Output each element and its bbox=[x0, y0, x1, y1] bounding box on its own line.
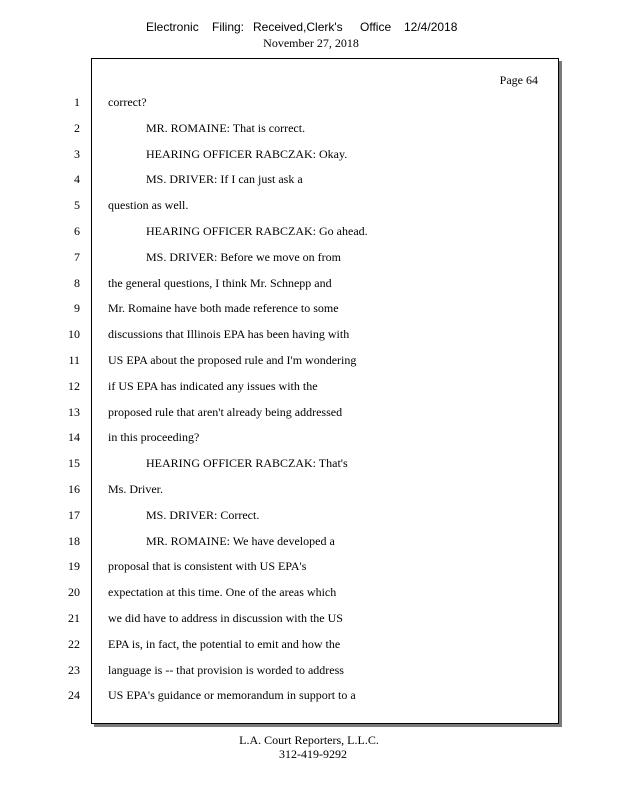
line-number: 14 bbox=[68, 430, 80, 445]
line-number: 23 bbox=[68, 662, 80, 677]
filing-stamp bbox=[0, 20, 618, 36]
line-number: 22 bbox=[68, 636, 80, 651]
line-number: 15 bbox=[68, 456, 80, 471]
line-text: discussions that Illinois EPA has been having with bbox=[108, 327, 350, 342]
line-text: EPA is, in fact, the potential to emit and how the bbox=[108, 636, 341, 651]
line-text: we did have to address in discussion with the US bbox=[108, 611, 343, 625]
line-number: 10 bbox=[68, 327, 80, 342]
line-text: MS. DRIVER: Correct. bbox=[146, 507, 260, 522]
footer-phone: 312-419-9292 bbox=[279, 747, 347, 761]
line-number: 24 bbox=[68, 688, 80, 703]
line-number: 21 bbox=[68, 611, 80, 625]
line-text: if US EPA has indicated any issues with the bbox=[108, 378, 318, 393]
transcript-date: November 27, 2018 bbox=[263, 36, 359, 50]
line-text: question as well. bbox=[108, 198, 189, 213]
line-number: 5 bbox=[74, 198, 80, 213]
line-number: 6 bbox=[74, 224, 80, 238]
line-number: 12 bbox=[68, 378, 80, 393]
line-text: language is -- that provision is worded to address bbox=[108, 662, 344, 677]
filing-word-date: 12/4/2018 bbox=[404, 20, 458, 34]
filing-word-electronic: Electronic bbox=[146, 20, 199, 34]
line-number: 17 bbox=[68, 507, 80, 522]
line-number: 7 bbox=[74, 249, 80, 264]
line-number: 2 bbox=[74, 120, 80, 135]
line-text: MR. ROMAINE: We have developed a bbox=[146, 533, 335, 548]
line-number: 9 bbox=[74, 301, 80, 316]
filing-word-received-clerks: Received,Clerk's bbox=[253, 20, 343, 34]
filing-word-office: Office bbox=[360, 20, 392, 34]
line-number: 11 bbox=[68, 353, 80, 367]
line-number: 19 bbox=[68, 559, 80, 574]
line-text: HEARING OFFICER RABCZAK: Go ahead. bbox=[146, 224, 368, 238]
line-text: correct? bbox=[108, 95, 147, 109]
line-text: HEARING OFFICER RABCZAK: Okay. bbox=[146, 146, 348, 161]
line-number: 20 bbox=[68, 585, 80, 600]
line-text: US EPA about the proposed rule and I'm wondering bbox=[108, 353, 357, 367]
line-text: proposed rule that aren't already being addressed bbox=[108, 404, 343, 419]
line-number: 16 bbox=[68, 482, 80, 496]
line-number: 3 bbox=[74, 146, 80, 161]
line-text: the general questions, I think Mr. Schnepp and bbox=[108, 275, 332, 290]
line-text: MS. DRIVER: If I can just ask a bbox=[146, 172, 303, 187]
line-text: Mr. Romaine have both made reference to some bbox=[108, 301, 339, 316]
line-number: 4 bbox=[74, 172, 80, 187]
filing-word-filing: Filing: bbox=[212, 20, 245, 34]
line-text: Ms. Driver. bbox=[108, 482, 163, 496]
line-number: 1 bbox=[74, 95, 80, 109]
line-text: HEARING OFFICER RABCZAK: That's bbox=[146, 456, 348, 471]
line-text: MS. DRIVER: Before we move on from bbox=[146, 249, 341, 264]
footer-company: L.A. Court Reporters, L.L.C. bbox=[239, 733, 379, 747]
line-number: 8 bbox=[74, 275, 80, 290]
line-number: 18 bbox=[68, 533, 80, 548]
line-text: expectation at this time. One of the areas which bbox=[108, 585, 337, 600]
line-text: MR. ROMAINE: That is correct. bbox=[146, 120, 306, 135]
line-text: proposal that is consistent with US EPA's bbox=[108, 559, 307, 574]
line-text: US EPA's guidance or memorandum in support to a bbox=[108, 688, 356, 703]
line-number: 13 bbox=[68, 404, 80, 419]
page-number: Page 64 bbox=[499, 73, 538, 87]
line-text: in this proceeding? bbox=[108, 430, 200, 445]
